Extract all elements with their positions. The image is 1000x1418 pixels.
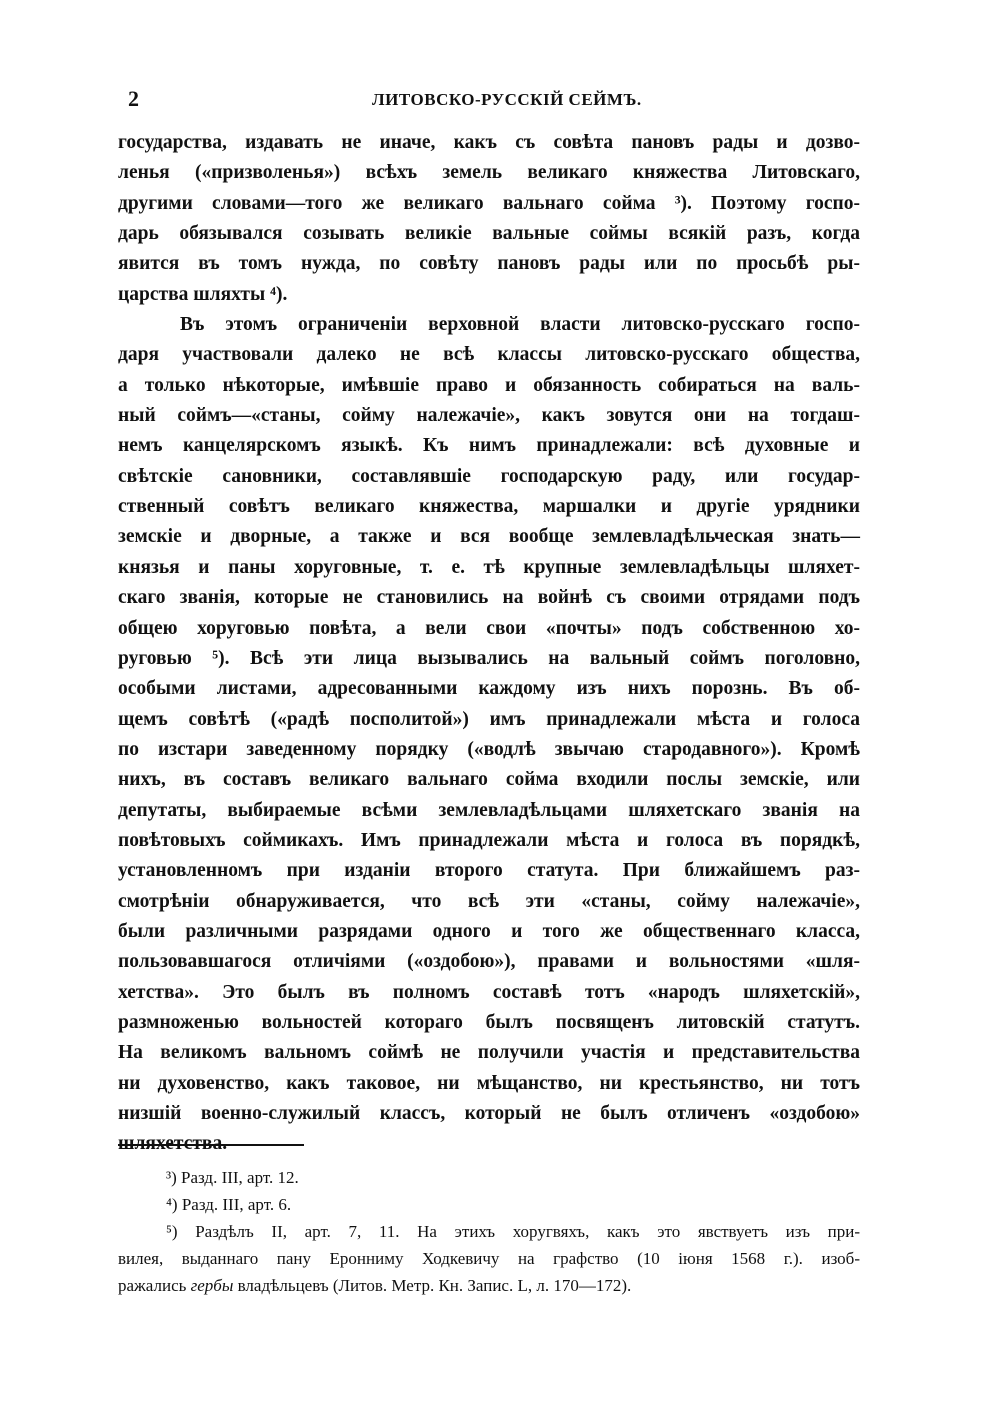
footnote-4: ⁴) Разд. III, арт. 6. — [166, 1195, 292, 1214]
text-line: государства, издавать не иначе, какъ съ совѣта пановъ рады и дозво- — [118, 132, 860, 153]
text-line: руговью ⁵). Всѣ эти лица вызывались на вальный соймъ поголовно, — [118, 647, 860, 669]
footnotes — [118, 1164, 860, 1299]
text-line: повѣтовыхъ соймикахъ. Имъ принадлежали мѣста и голоса въ порядкѣ, — [118, 829, 860, 851]
text-line: На великомъ вальномъ соймѣ не получили участія и представительства — [118, 1042, 860, 1064]
text-line: щемъ совѣтѣ («радѣ посполитой») имъ принадлежали мѣста и голоса — [118, 708, 860, 730]
text-line: пользовавшагося отличіями («оздобою»), правами и вольностями «шля- — [118, 951, 860, 973]
text-line: размноженью вольностей котораго былъ посвященъ литовскій статутъ. — [118, 1011, 860, 1033]
text-line: шляхетства. — [118, 1133, 228, 1155]
text-line: другими словами—того же великаго вальнаго сойма ³). Поэтому госпо- — [118, 192, 860, 214]
text-line: явится въ томъ нужда, по совѣту пановъ рады или по просьбѣ ры- — [118, 253, 860, 275]
text-line: ный соймъ—«станы, сойму належачіе», какъ зовутся они на тогдаш- — [118, 405, 860, 427]
footnote-5-line-3 — [118, 1272, 860, 1299]
running-head: ЛИТОВСКО-РУССКІЙ СЕЙМЪ. — [372, 90, 642, 109]
footnote-5-line-2: вилея, выданнаго пану Еронниму Ходкевичу на графство (10 іюня 1568 г.). изоб- — [118, 1249, 860, 1268]
text-line: свѣтскіе сановники, составлявшіе господарскую раду, или государ- — [118, 465, 860, 487]
text-line: хетства». Это былъ въ полномъ составѣ тотъ «народъ шляхетскій», — [118, 981, 860, 1003]
text-line: даря участвовали далеко не всѣ классы литовско-русскаго общества, — [118, 344, 860, 366]
text-line: особыми листами, адресованными каждому изъ нихъ порознь. Въ об- — [118, 678, 860, 700]
text-line: были различными разрядами одного и того же общественнаго класса, — [118, 920, 860, 942]
text-line: дарь обязывался созывать великіе вальные соймы всякій разъ, когда — [118, 223, 860, 245]
page-number: 2 — [128, 86, 139, 111]
footnote-3: ³) Разд. III, арт. 12. — [166, 1168, 299, 1187]
footnote-5-text-end: владѣльцевъ (Литов. Метр. Кн. Запис. L, л. 170—172). — [233, 1276, 632, 1295]
text-line: депутаты, выбираемые всѣми землевладѣльцами шляхетскаго званія на — [118, 799, 860, 821]
text-line: а только нѣкоторые, имѣвшіе право и обязанность собираться на валь- — [118, 374, 860, 396]
footnote-5-text: ражались — [118, 1276, 191, 1295]
text-line: ни духовенство, какъ таковое, ни мѣщанство, ни крестьянство, ни тотъ — [118, 1072, 860, 1094]
text-line: немъ канцелярскомъ языкѣ. Къ нимъ принадлежали: всѣ духовные и — [118, 435, 860, 457]
text-line: ленья («призволенья») всѣхъ земель великаго княжества Литовскаго, — [118, 162, 860, 184]
body-text — [118, 128, 860, 1160]
text-line: князья и паны хоруговные, т. е. тѣ крупные землевладѣльцы шляхет- — [118, 556, 860, 578]
text-line: общею хоруговью повѣта, а вели свои «почты» подъ собственною хо- — [118, 617, 860, 639]
footnote-5-italic-word: гербы — [190, 1276, 234, 1295]
text-line: низшій военно-служилый классъ, который не былъ отличенъ «оздобою» — [118, 1103, 860, 1124]
text-line: нихъ, въ составъ великаго вальнаго сойма входили послы земскіе, или — [118, 769, 860, 791]
text-line: скаго званія, которые не становились на войнѣ съ своими отрядами подъ — [118, 587, 860, 609]
footnote-separator — [118, 1144, 304, 1146]
text-line: по изстари заведенному порядку («водлѣ звычаю стародавного»). Кромѣ — [118, 738, 860, 760]
footnote-5-line-1: ⁵) Раздѣлъ II, арт. 7, 11. На этихъ хоругвяхъ, какъ это явствуетъ изъ при- — [166, 1222, 860, 1241]
text-line: смотрѣніи обнаруживается, что всѣ эти «станы, сойму належачіе», — [118, 890, 860, 912]
text-line: ственный совѣтъ великаго княжества, маршалки и другіе урядники — [118, 496, 860, 518]
text-line: земскіе и дворные, а также и вся вообще землевладѣльческая знать— — [118, 526, 860, 548]
text-line: установленномъ при изданіи второго статута. При ближайшемъ раз- — [118, 860, 860, 882]
text-line: царства шляхты ⁴). — [118, 283, 288, 305]
text-line: Въ этомъ ограниченіи верховной власти литовско-русскаго госпо- — [180, 314, 860, 336]
